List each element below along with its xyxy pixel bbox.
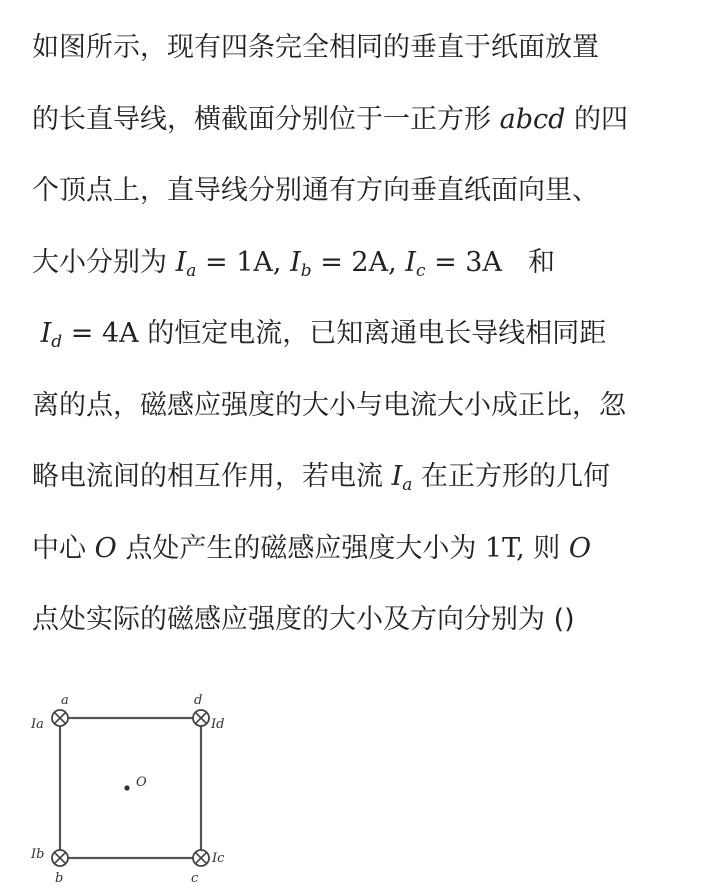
problem-statement (32, 22, 702, 666)
current-label-c: Ic (212, 851, 225, 866)
text-line-8-mid: 点处产生的磁感应强度大小为 (116, 532, 485, 564)
problem-line-4 (32, 237, 702, 309)
math-current-d-value: = 4A (70, 318, 139, 349)
text-line-4-post: 和 (527, 246, 555, 278)
math-current-b: $I_b$ (290, 246, 312, 281)
text-line-6: 离的点，磁感应强度的大小与电流大小成正比，忽 (32, 389, 626, 421)
wire-b-symbol (52, 850, 68, 866)
math-point-o: O (94, 532, 117, 564)
corner-label-b: b (55, 871, 64, 886)
wire-c-symbol (193, 850, 209, 866)
corner-label-a: a (61, 693, 69, 708)
math-current-a-value: = 1A, (205, 246, 282, 278)
math-current-b-value: = 2A, (320, 246, 397, 278)
corner-label-c: c (191, 871, 199, 886)
square-wire-figure (28, 688, 238, 886)
text-line-7-pre: 略电流间的相互作用，若电流 (32, 461, 392, 492)
text-line-3: 个顶点上，直导线分别通有方向垂直纸面向里、 (32, 175, 599, 206)
text-line-2-post: 的四 (565, 103, 628, 135)
text-line-8-post: 则 (524, 532, 569, 564)
problem-line-8 (32, 523, 702, 595)
problem-line-9 (32, 594, 702, 666)
text-line-9: 点处实际的磁感应强度的大小及方向分别为 () (32, 604, 575, 635)
square-outline (60, 718, 201, 858)
text-line-5-post: 的恒定电流，已知离通电长导线相同距 (138, 318, 607, 349)
text-line-8-pre: 中心 (32, 532, 95, 564)
math-point-o-ref: O (568, 532, 592, 564)
problem-line-3 (32, 165, 702, 237)
current-label-d: Id (211, 717, 225, 732)
wire-d-symbol (193, 710, 209, 726)
math-current-a: $I_a$ (175, 246, 197, 281)
text-line-2-pre: 的长直导线，横截面分别位于一正方形 (32, 103, 500, 135)
problem-line-2 (32, 94, 702, 166)
problem-line-5 (32, 308, 702, 380)
current-label-b: Ib (31, 847, 45, 862)
math-current-a-ref: $I_a$ (391, 461, 413, 495)
math-current-c-value: = 3A (434, 246, 502, 278)
problem-line-7 (32, 451, 702, 523)
wire-a-symbol (52, 710, 68, 726)
corner-label-d: d (194, 693, 203, 708)
center-point-dot (124, 785, 129, 790)
problem-line-6 (32, 380, 702, 452)
problem-line-1 (32, 22, 702, 94)
center-label: O (136, 775, 147, 790)
math-current-d: $I_d$ (40, 318, 63, 352)
math-square-abcd: abcd (499, 103, 566, 135)
math-field-value: 1T, (484, 532, 525, 564)
text-line-7-post: 在正方形的几何 (412, 461, 610, 492)
current-label-a: Ia (31, 717, 44, 732)
figure-svg (28, 688, 238, 886)
text-line-4-pre: 大小分别为 (32, 246, 176, 278)
math-current-c: $I_c$ (405, 246, 426, 281)
text-line-1: 如图所示，现有四条完全相同的垂直于纸面放置 (32, 32, 599, 63)
